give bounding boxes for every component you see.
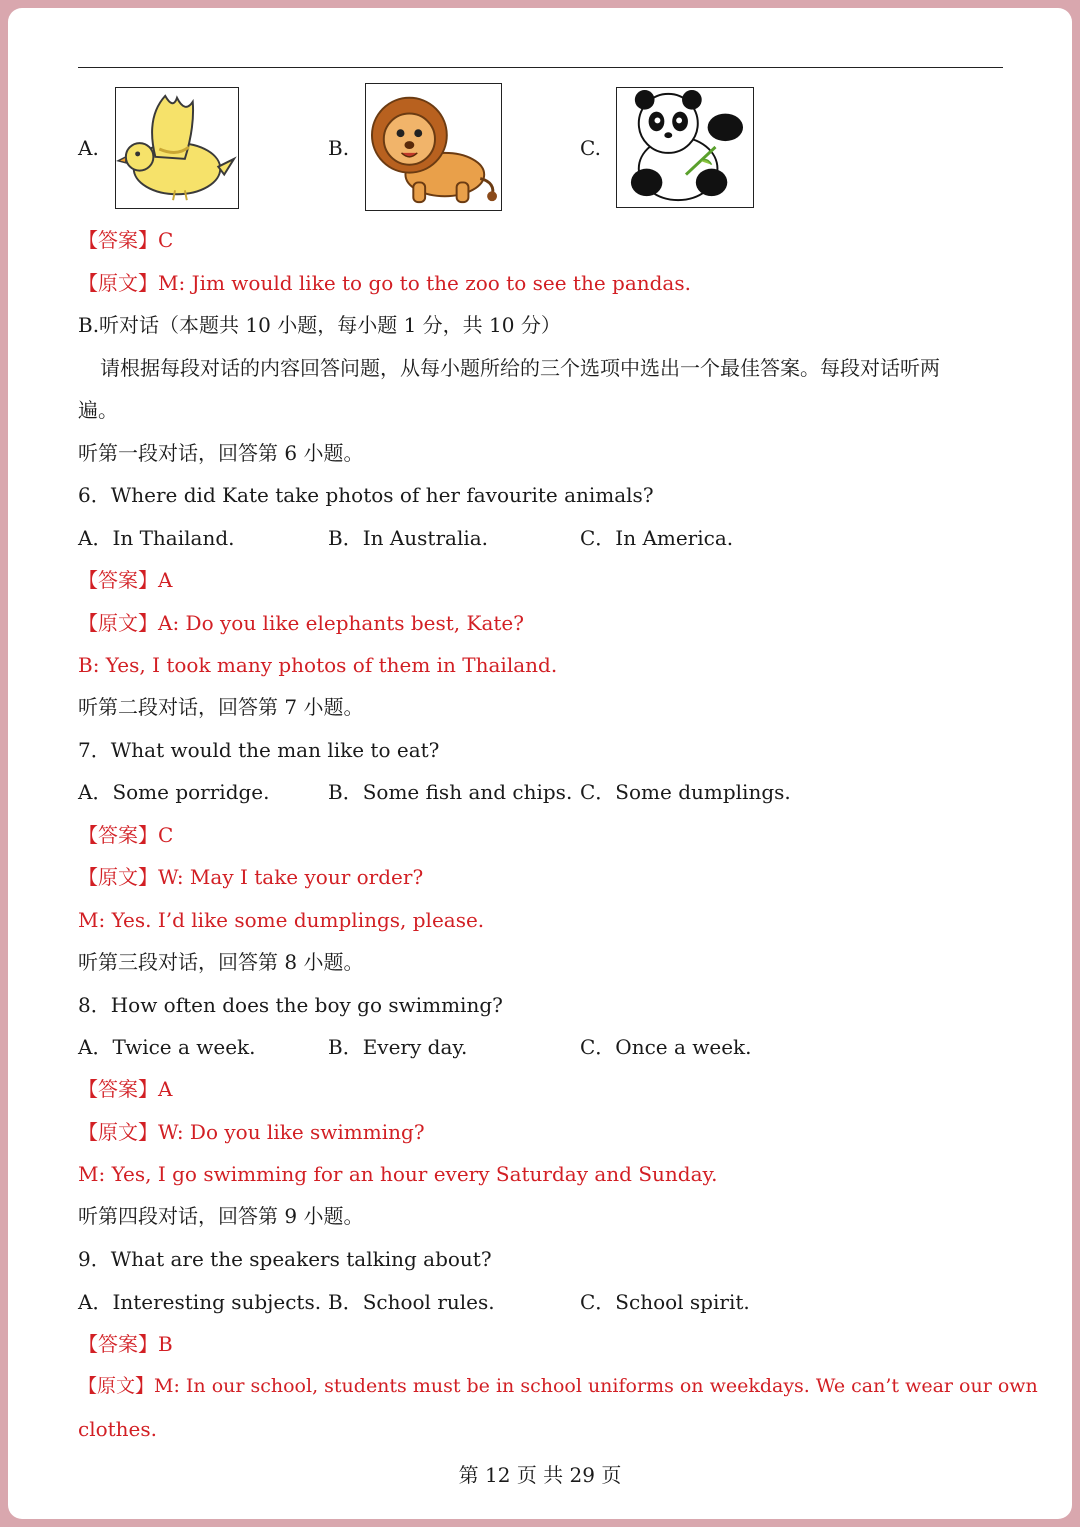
lion-icon: [366, 84, 501, 210]
q7-option-c: C．Some dumplings.: [580, 780, 791, 804]
q8-transcript-tag: 【原文】: [78, 1120, 158, 1144]
section-b-instruction-1: 请根据每段对话的内容回答问题，从每小题所给的三个选项中选出一个最佳答案。每段对话听两: [100, 356, 940, 380]
q8-question: 8．How often does the boy go swimming?: [78, 993, 503, 1017]
q8-intro: 听第三段对话，回答第 8 小题。: [78, 950, 364, 974]
q9-transcript-2: clothes.: [78, 1417, 158, 1441]
option-a-label: A.: [78, 136, 99, 160]
q5-answer: 【答案】C: [78, 228, 174, 252]
q7-transcript-2: M: Yes. I’d like some dumplings, please.: [78, 908, 485, 932]
q7-question: 7．What would the man like to eat?: [78, 738, 440, 762]
q5-transcript: [78, 269, 691, 297]
q6-intro: 听第一段对话，回答第 6 小题。: [78, 441, 364, 465]
q8-option-b: B．Every day.: [328, 1035, 468, 1059]
bird-icon: [116, 88, 238, 208]
q6-transcript-text-1: A: Do you like elephants best, Kate?: [158, 611, 524, 635]
q6-question: 6．Where did Kate take photos of her favourite animals?: [78, 483, 654, 507]
panda-icon: [617, 88, 753, 207]
option-c-label: C.: [580, 136, 601, 160]
q9-intro: 听第四段对话，回答第 9 小题。: [78, 1204, 364, 1228]
section-b-instruction-2: 遍。: [78, 398, 118, 422]
q6-option-c: C．In America.: [580, 526, 734, 550]
q9-answer: 【答案】B: [78, 1332, 173, 1356]
q9-transcript-1: [78, 1372, 1038, 1400]
q8-transcript-1: [78, 1118, 425, 1146]
section-b-title: B.听对话（本题共 10 小题，每小题 1 分，共 10 分）: [78, 313, 561, 337]
q7-transcript-text-1: W: May I take your order?: [158, 865, 424, 889]
page-number-footer: 第 12 页 共 29 页: [458, 1463, 622, 1487]
q8-option-a: A．Twice a week.: [78, 1035, 256, 1059]
q9-transcript-text-1: M: In our school, students must be in school uniforms on weekdays. We can’t wear our own: [154, 1375, 1038, 1397]
q7-option-b: B．Some fish and chips.: [328, 780, 573, 804]
q6-transcript-tag: 【原文】: [78, 611, 158, 635]
q9-option-c: C．School spirit.: [580, 1290, 750, 1314]
q6-answer: 【答案】A: [78, 568, 173, 592]
bird-picture: [115, 87, 239, 209]
q7-option-a: A．Some porridge.: [78, 780, 270, 804]
q5-transcript-text: M: Jim would like to go to the zoo to see the pandas.: [158, 271, 691, 295]
q9-transcript-tag: 【原文】: [78, 1375, 155, 1397]
lion-picture: [365, 83, 502, 211]
q6-transcript-2: B: Yes, I took many photos of them in Thailand.: [78, 653, 558, 677]
panda-picture: [616, 87, 754, 208]
q8-option-c: C．Once a week.: [580, 1035, 752, 1059]
q9-question: 9．What are the speakers talking about?: [78, 1247, 492, 1271]
q9-option-b: B．School rules.: [328, 1290, 495, 1314]
q9-option-a: A．Interesting subjects.: [78, 1290, 322, 1314]
header-rule: [78, 67, 1003, 68]
q7-answer: 【答案】C: [78, 823, 174, 847]
q8-transcript-2: M: Yes, I go swimming for an hour every Saturday and Sunday.: [78, 1162, 718, 1186]
q6-option-b: B．In Australia.: [328, 526, 489, 550]
q7-intro: 听第二段对话，回答第 7 小题。: [78, 695, 364, 719]
q7-transcript-1: [78, 863, 423, 891]
q8-answer: 【答案】A: [78, 1077, 173, 1101]
q6-transcript-1: [78, 609, 524, 637]
option-b-label: B.: [328, 136, 350, 160]
q8-transcript-text-1: W: Do you like swimming?: [158, 1120, 425, 1144]
q7-transcript-tag: 【原文】: [78, 865, 158, 889]
q5-transcript-tag: 【原文】: [78, 271, 158, 295]
q6-option-a: A．In Thailand.: [78, 526, 235, 550]
